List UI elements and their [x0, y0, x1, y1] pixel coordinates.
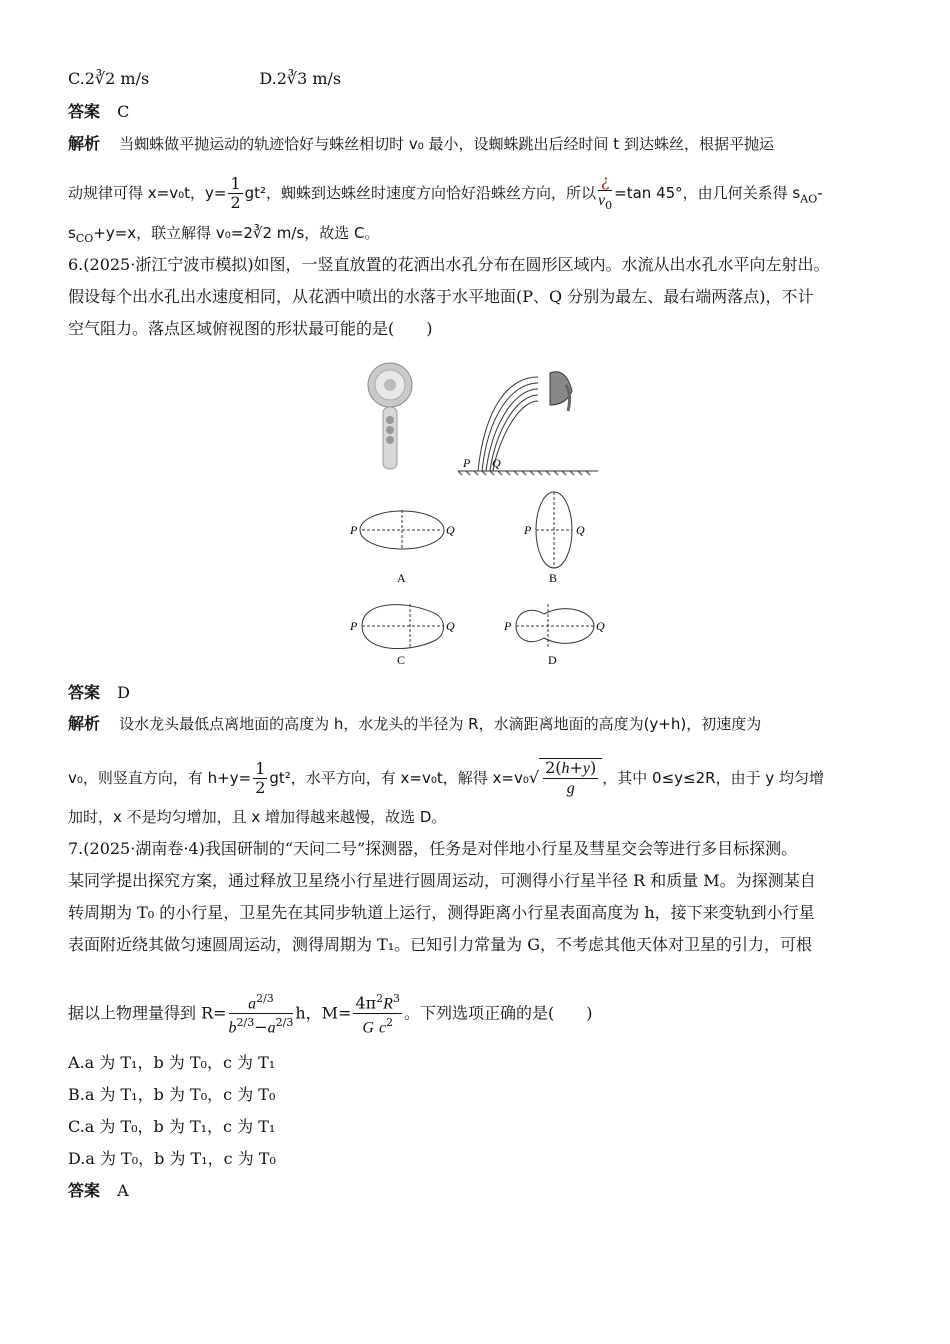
- analysis-text: s: [68, 224, 76, 242]
- label-p: P: [524, 523, 532, 537]
- stem-text: h，M=: [295, 1003, 352, 1023]
- q5-analysis-line-1: [68, 133, 774, 155]
- q5-analysis-line-2: 动规律可得 x=v₀t，y= $\frac{1}{2}$ gt²，蜘蛛到达蛛丝时速度方向恰好沿蛛丝方向，所以 $\frac{¿}{v_0}$ =tan 45°，由几何关系得 $s_{AO}-$: [68, 172, 823, 215]
- analysis-text: 加时，x 不是均匀增加，且 x 增加得越来越慢，故选 D。: [68, 808, 447, 826]
- analysis-text: +y=x，联立解得 v₀=2∛2 m/s，故选 C。: [93, 224, 380, 242]
- answer-label: 答案: [68, 1181, 101, 1200]
- analysis-text: v₀，则竖直方向，有 h+y=: [68, 769, 252, 787]
- label-q: Q: [446, 523, 455, 537]
- option-b-label: B: [549, 571, 558, 585]
- q7-stem-line-1: 7.(2025·湖南卷·4)我国研制的“天问二号”探测器，任务是对伴地小行星及彗星交会等进行多目标探测。: [68, 839, 798, 858]
- q5-analysis-line-3: $s_{CO}+y=x$，联立解得 v₀=2∛2 m/s，故选 C。: [68, 224, 380, 246]
- option-b-figure: [523, 492, 585, 585]
- analysis-text: =tan 45°，由几何关系得 s: [614, 184, 801, 203]
- label-p: P: [504, 619, 512, 633]
- analysis-text: ，其中 0≤y≤2R，由于 y 均匀增: [602, 769, 824, 787]
- fraction-velocity-ratio: $\frac{¿}{v_0}$: [598, 171, 613, 213]
- fraction-radius: $\frac{a^{2/3}}{b^{2/3}-a^{2/3}}$: [228, 992, 294, 1037]
- fig-label-q: Q: [492, 456, 501, 470]
- q6-analysis-line-1: [68, 713, 761, 735]
- q7-stem-line-5: [68, 990, 592, 1038]
- analysis-text: 动规律可得 x=v₀t，y=: [68, 184, 227, 203]
- fraction-one-half: $\frac{1}{2}$: [255, 759, 266, 797]
- option-d-figure: [503, 604, 605, 667]
- answer-label: 答案: [68, 102, 101, 121]
- label-q: Q: [596, 619, 605, 633]
- analysis-text: gt²，蜘蛛到达蛛丝时速度方向恰好沿蛛丝方向，所以: [244, 184, 597, 203]
- answer-value: C: [117, 102, 130, 121]
- analysis-text: gt²，水平方向，有 x=v₀t，解得 x=v₀: [269, 769, 529, 787]
- option-d-label: D: [548, 653, 557, 667]
- q7-option-c: C.a 为 T₀，b 为 T₁，c 为 T₁: [68, 1117, 276, 1136]
- q5-option-c: C.2∛2 m/s: [68, 69, 150, 88]
- q7-answer: [68, 1180, 129, 1202]
- q7-option-a: A.a 为 T₁，b 为 T₀，c 为 T₁: [68, 1053, 276, 1072]
- q6-stem-line-1: 6.(2025·浙江宁波市模拟)如图，一竖直放置的花洒出水孔分布在圆形区域内。水流从出水孔水平向左射出。: [68, 255, 830, 274]
- q6-figure: [340, 355, 620, 485]
- q7-option-b: B.a 为 T₁，b 为 T₀，c 为 T₀: [68, 1085, 276, 1104]
- fraction-mass: $\frac{4\pi^2R^3}{G c^2}$: [355, 992, 400, 1037]
- option-c-figure: [349, 604, 455, 667]
- q5-option-d: D.2∛3 m/s: [259, 69, 342, 88]
- fraction-one-half: $\frac{1}{2}$: [230, 174, 241, 213]
- q6-analysis-line-3: [68, 806, 446, 828]
- analysis-label: 解析: [68, 134, 101, 153]
- q5-answer: [68, 101, 129, 123]
- label-p: P: [350, 523, 358, 537]
- spray-diagram: [458, 372, 598, 475]
- label-q: Q: [446, 619, 455, 633]
- stem-text: 。下列选项正确的是( ): [403, 1003, 593, 1023]
- q5-options-row: [68, 68, 341, 90]
- fig-label-p: P: [463, 456, 471, 470]
- q6-answer: [68, 682, 130, 704]
- option-a-label: A: [397, 571, 406, 585]
- answer-label: 答案: [68, 683, 101, 702]
- q6-stem-line-2: 假设每个出水孔出水速度相同，从花洒中喷出的水落于水平地面(P、Q 分别为最左、最右端两落点)，不计: [68, 287, 814, 306]
- q7-option-d: D.a 为 T₀，b 为 T₁，c 为 T₀: [68, 1149, 276, 1168]
- analysis-text: 设水龙头最低点离地面的高度为 h，水龙头的半径为 R，水滴距离地面的高度为(y+h)，初速度为: [119, 715, 762, 733]
- option-a-figure: [349, 510, 455, 585]
- answer-value: D: [117, 683, 130, 702]
- analysis-label: 解析: [68, 714, 101, 733]
- label-q: Q: [576, 523, 585, 537]
- sqrt-expression: $\frac{2(h+y)}{g}$: [539, 758, 602, 798]
- q7-stem-line-2: 某同学提出探究方案，通过释放卫星绕小行星进行圆周运动，可测得小行星半径 R 和质量 M。为探测某自: [68, 871, 816, 890]
- q6-option-figures: [340, 488, 620, 678]
- stem-text: 据以上物理量得到 R=: [68, 1003, 227, 1023]
- q6-analysis-line-2: v₀，则竖直方向，有 h+y= $\frac{1}{2}$ gt²，水平方向，有 x=v₀t，解得 x=v₀√ $\frac{2(h+y)}{g}$ ，其中 0≤y≤2R，由于 y 均匀增: [68, 758, 824, 797]
- q7-stem-line-3: 转周期为 T₀ 的小行星，卫星先在其同步轨道上运行，测得距离小行星表面高度为 h，接下来变轨到小行星: [68, 903, 815, 922]
- q6-stem-line-3: 空气阻力。落点区域俯视图的形状最可能的是( ): [68, 319, 433, 338]
- q7-stem-line-4: 表面附近绕其做匀速圆周运动，测得周期为 T₁。已知引力常量为 G，不考虑其他天体对卫星的引力，可根: [68, 935, 813, 954]
- answer-value: A: [117, 1181, 129, 1200]
- label-p: P: [350, 619, 358, 633]
- analysis-text: 当蜘蛛做平抛运动的轨迹恰好与蛛丝相切时 v₀ 最小，设蜘蛛跳出后经时间 t 到达蛛丝，根据平抛运: [119, 135, 774, 153]
- option-c-label: C: [397, 653, 406, 667]
- shower-head-photo: [368, 363, 412, 469]
